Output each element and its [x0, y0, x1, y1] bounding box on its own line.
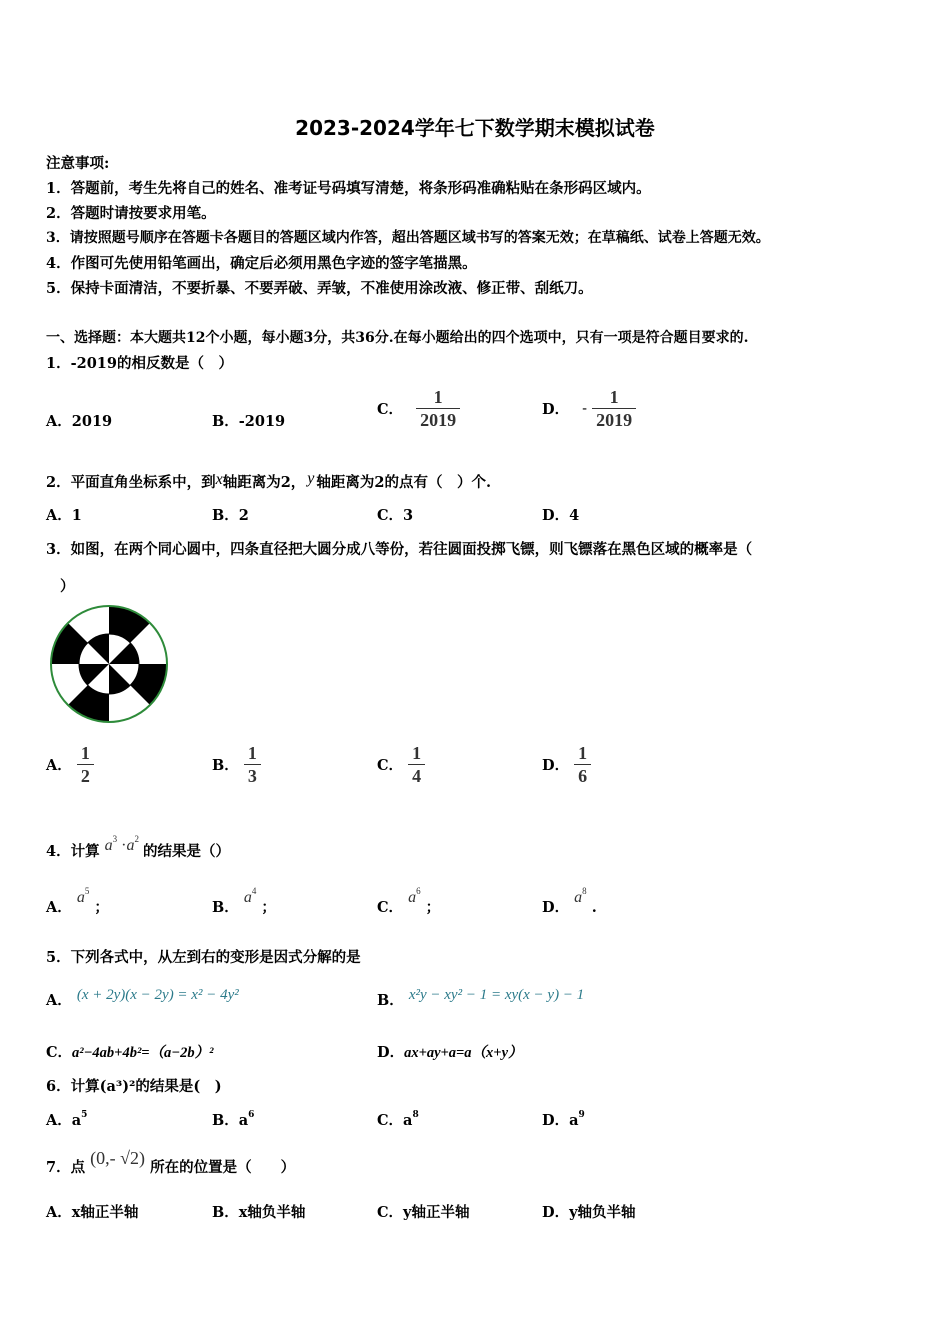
concentric-circle-target-icon — [48, 603, 170, 729]
q5-option-c[interactable]: C．a²−4ab+4b²=（a−2b）² — [46, 1044, 214, 1061]
q6-option-a[interactable]: A．$a^5$ — [46, 1110, 88, 1129]
q4-option-b[interactable]: B． $a^4$ ； — [212, 886, 276, 916]
fraction: $\frac{1}{3}$ — [244, 742, 261, 787]
notice-item: 4．作图可先使用铅笔画出，确定后必须用黑色字迹的签字笔描黑。 — [46, 255, 477, 272]
notice-item: 2．答题时请按要求用笔。 — [46, 205, 216, 222]
q6-option-c[interactable]: C．$a^8$ — [377, 1110, 419, 1129]
notice-item: 3．请按照题号顺序在答题卡各题目的答题区域内作答，超出答题区域书写的答案无效；在草稿纸、试卷上答题无效。 — [46, 230, 770, 246]
q5-option-b[interactable]: B． x²y − xy² − 1 = xy(x − y) − 1 — [377, 987, 585, 1009]
fraction: $\frac{1}{2019}$ — [592, 386, 636, 431]
q4-option-d[interactable]: D． $a^8$ . — [542, 886, 597, 916]
question-7-stem: 7．点 (0,- √2) 所在的位置是（ ） — [46, 1148, 296, 1176]
q2-option-d[interactable]: D．4 — [542, 507, 580, 524]
q3-option-d[interactable]: D． $\frac{1}{6}$ — [542, 742, 591, 787]
question-2-stem: 2．平面直角坐标系中，到x轴距离为2， y 轴距离为2的点有（ ）个. — [46, 470, 492, 491]
power-expression: $a^3 \cdot a^2$ — [104, 834, 139, 854]
fraction: $\frac{1}{2}$ — [77, 742, 94, 787]
fraction: $\frac{1}{4}$ — [408, 742, 425, 787]
page-title: 2023-2024学年七下数学期末模拟试卷 — [295, 116, 655, 140]
question-5-stem: 5．下列各式中，从左到右的变形是因式分解的是 — [46, 949, 361, 966]
q3-option-c[interactable]: C． $\frac{1}{4}$ — [377, 742, 425, 787]
dartboard-figure — [48, 603, 170, 725]
q2-option-c[interactable]: C．3 — [377, 507, 414, 524]
question-3-stem-cont: ） — [60, 578, 75, 595]
question-1-stem: 1．-2019的相反数是（ ） — [46, 355, 233, 372]
notice-item: 5．保持卡面清洁，不要折暴、不要弄破、弄皱，不准使用涂改液、修正带、刮纸刀。 — [46, 280, 593, 297]
q4-option-c[interactable]: C． $a^6$ ； — [377, 886, 441, 916]
q6-option-d[interactable]: D．$a^9$ — [542, 1110, 585, 1129]
q7-option-c[interactable]: C．y轴正半轴 — [377, 1204, 470, 1221]
question-4-stem: 4．计算 $a^3 \cdot a^2$ 的结果是（） — [46, 834, 230, 860]
q7-option-a[interactable]: A．x轴正半轴 — [46, 1204, 139, 1221]
fraction: $\frac{1}{6}$ — [574, 742, 591, 787]
q5-option-a[interactable]: A． (x + 2y)(x − 2y) = x² − 4y² — [46, 987, 239, 1009]
q3-option-a[interactable]: A． $\frac{1}{2}$ — [46, 742, 94, 787]
q1-option-c[interactable]: C． $\frac{1}{2019}$ — [377, 386, 460, 431]
q2-option-b[interactable]: B．2 — [212, 507, 249, 524]
q4-option-a[interactable]: A． $a^5$ ； — [46, 886, 109, 916]
question-6-stem: 6．计算(a³)²的结果是( ) — [46, 1078, 222, 1095]
fraction: $\frac{1}{2019}$ — [416, 386, 460, 431]
section-heading: 一、选择题：本大题共12个小题，每小题3分，共36分.在每小题给出的四个选项中，只有一项是符合题目要求的. — [46, 330, 749, 346]
q1-option-d[interactable]: D． - $\frac{1}{2019}$ — [542, 386, 636, 431]
notice-item: 1．答题前，考生先将自己的姓名、准考证号码填写清楚，将条形码准确粘贴在条形码区域内。 — [46, 180, 651, 197]
q6-option-b[interactable]: B．$a^6$ — [212, 1110, 255, 1129]
q7-option-b[interactable]: B．x轴负半轴 — [212, 1204, 306, 1221]
q1-option-a[interactable]: A．2019 — [46, 413, 113, 430]
q7-option-d[interactable]: D．y轴负半轴 — [542, 1204, 636, 1221]
question-3-stem: 3．如图，在两个同心圆中，四条直径把大圆分成八等份，若往圆面投掷飞镖，则飞镖落在黑色区域的概率是（ — [46, 541, 753, 558]
q3-option-b[interactable]: B． $\frac{1}{3}$ — [212, 742, 261, 787]
q1-option-b[interactable]: B．-2019 — [212, 413, 286, 430]
notice-heading: 注意事项: — [46, 155, 110, 172]
q2-option-a[interactable]: A．1 — [46, 507, 82, 524]
q5-option-d[interactable]: D．ax+ay+a=a（x+y） — [377, 1044, 523, 1061]
